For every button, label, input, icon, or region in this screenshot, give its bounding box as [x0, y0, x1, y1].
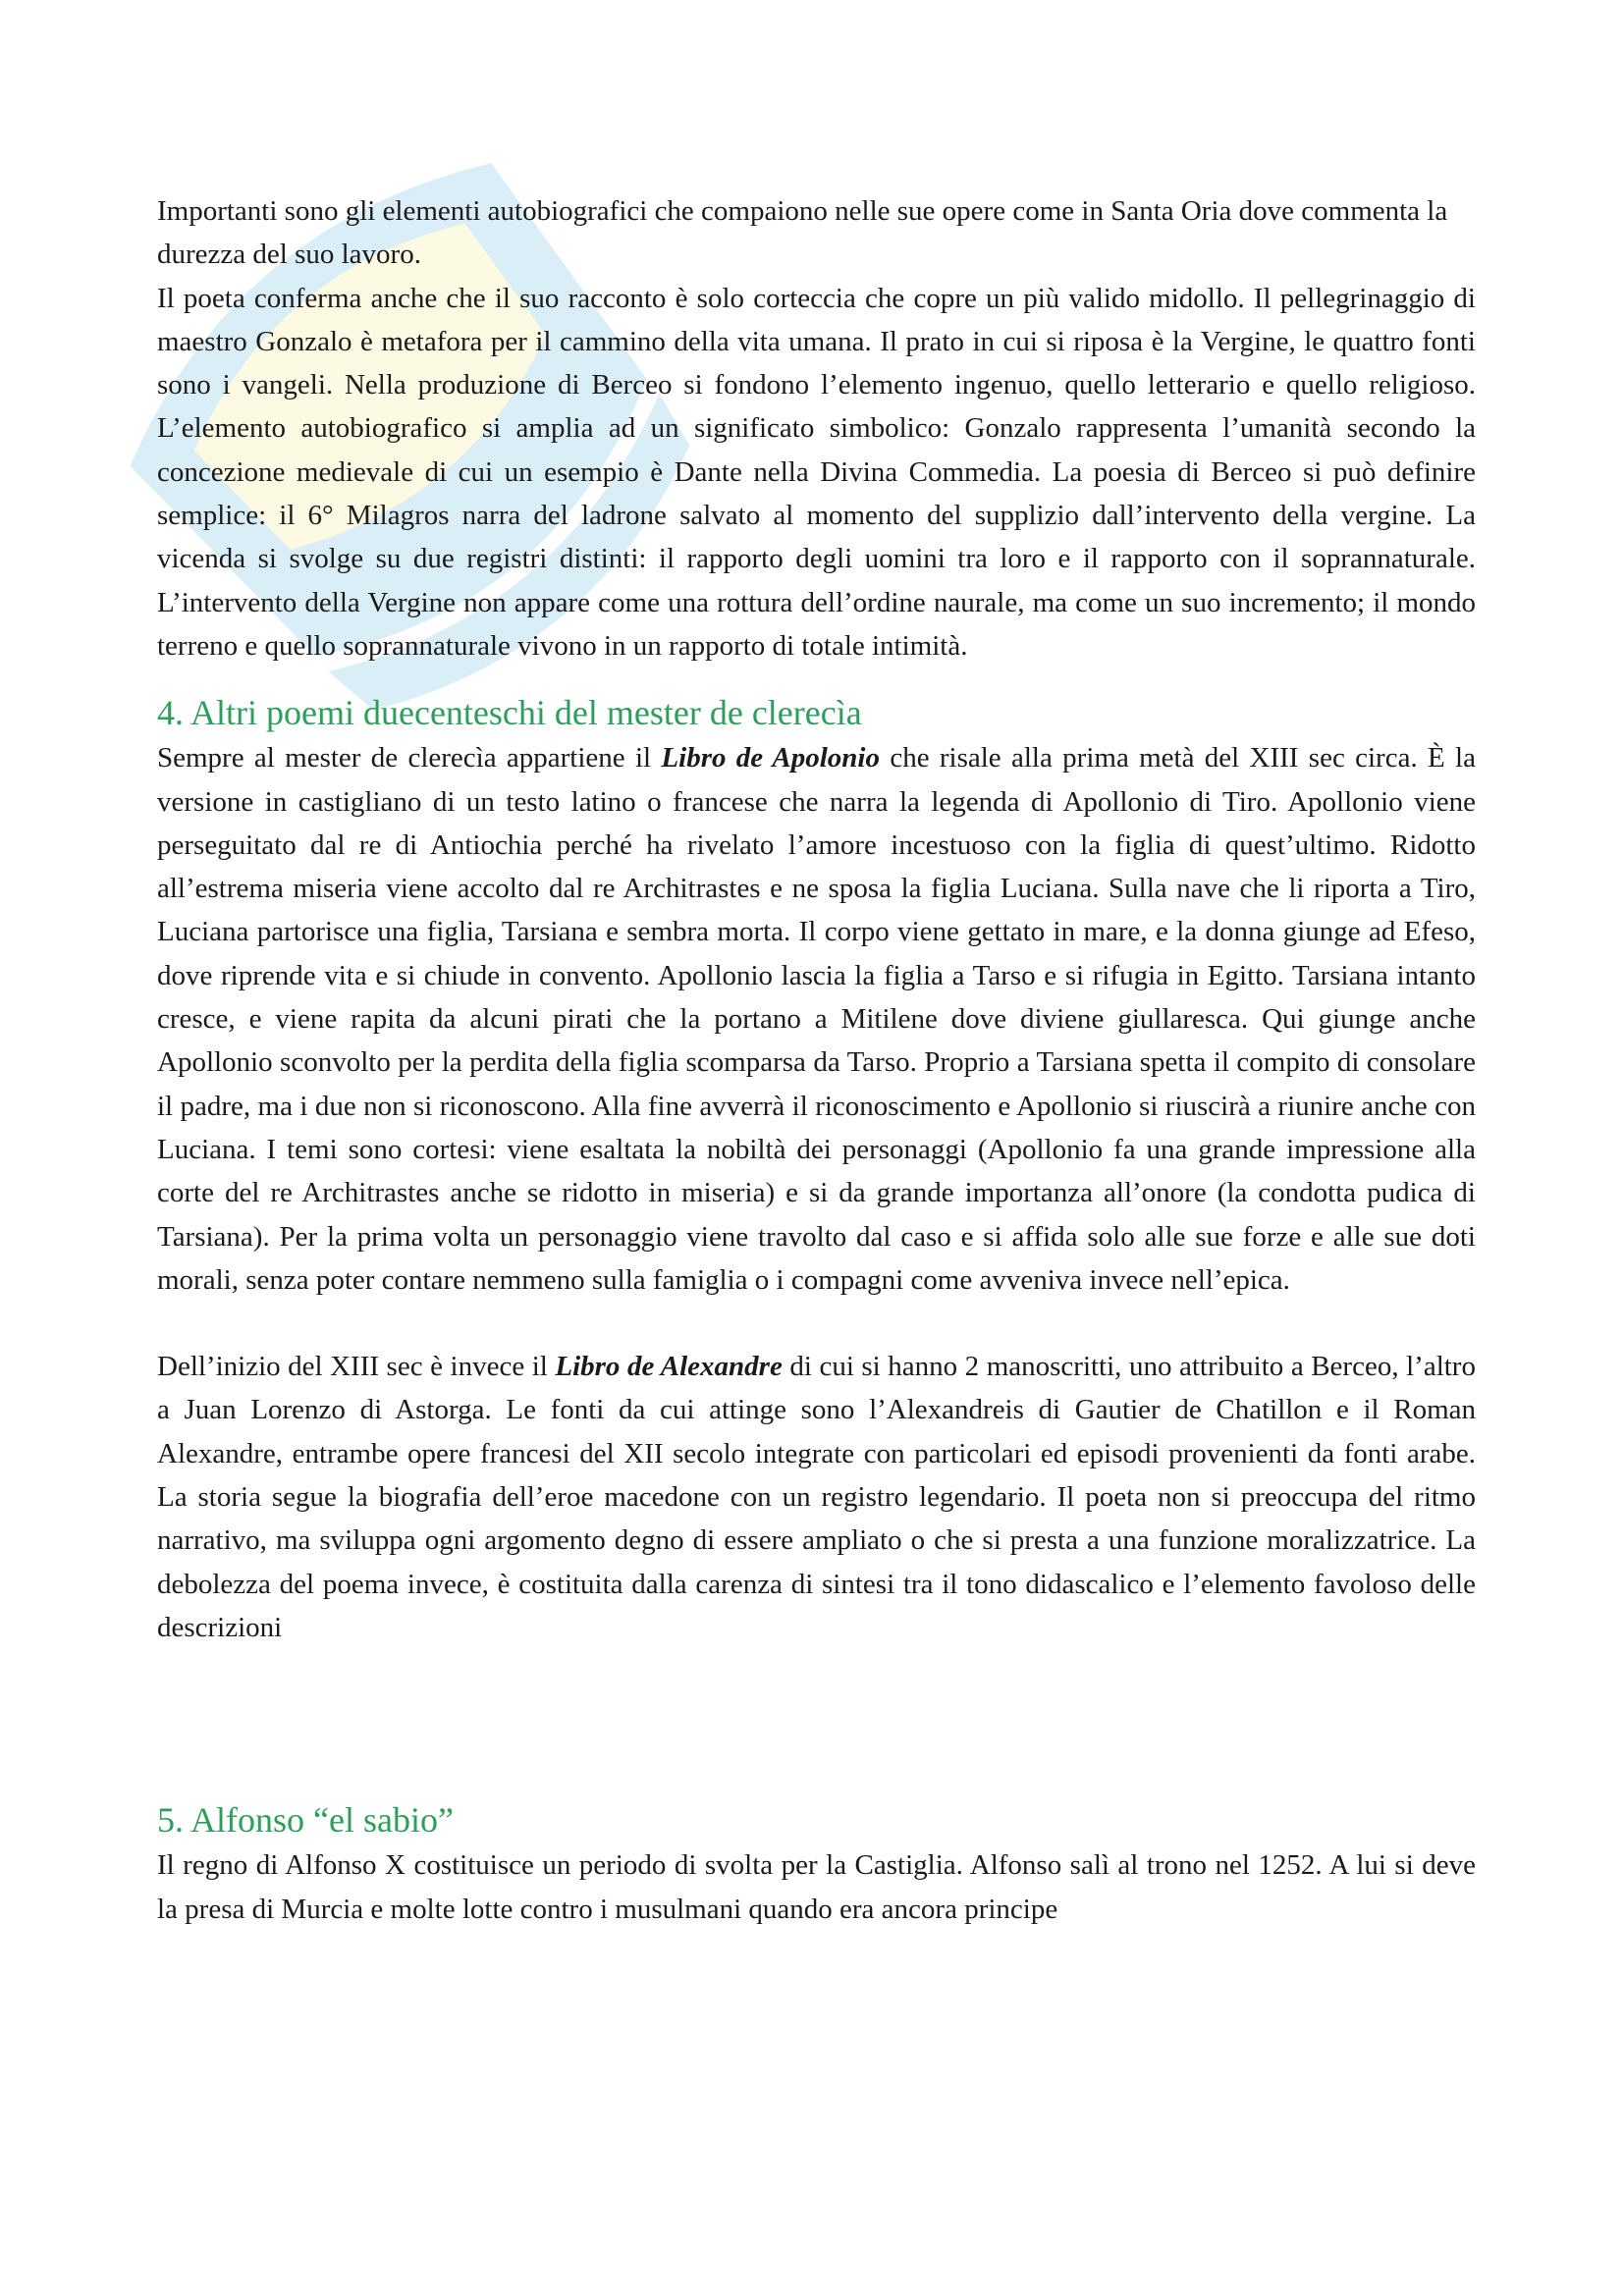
section-heading-4: 4. Altri poemi duecenteschi del mester de clerecìa	[157, 693, 862, 733]
book-title-alexandre: Libro de Alexandre	[555, 1351, 783, 1383]
text-segment: di cui si hanno 2 manoscritti, uno attribuito a Berceo, l’altro a Juan Lorenzo di Astorga. Le fonti da cui attinge sono l’Alexandreis di Gautier de Chatillon e il Roman Alexandre, entrambe opere francesi del XII secolo integrate con particolari ed episodi provenienti da fonti arabe. La storia segue la biografia dell’eroe macedone con un registro legendario. Il poeta non si preoccupa del ritmo narrativo, ma sviluppa ogni argomento degno di essere ampliato o che si presta a una funzione moralizzatrice. La debolezza del poema invece, è costituita dalla carenza di sintesi tra il tono didascalico e l’elemento favoloso delle descrizioni	[157, 1351, 1476, 1643]
text-segment: Sempre al mester de clerecìa appartiene il	[157, 742, 662, 774]
paragraph-libro-de-alexandre	[157, 1345, 1476, 1649]
text-segment: che risale alla prima metà del XIII sec circa. È la versione in castigliano di un testo latino o francese che narra la legenda di Apollonio di Tiro. Apollonio viene perseguitato dal re di Antiochia perché ha rivelato l’amore incestuoso con la figlia di quest’ultimo. Ridotto all’estrema miseria viene accolto dal re Architrastes e ne sposa la figlia Luciana. Sulla nave che li riporta a Tiro, Luciana partorisce una figlia, Tarsiana e sembra morta. Il corpo viene gettato in mare, e la donna giunge ad Efeso, dove riprende vita e si chiude in convento. Apollonio lascia la figlia a Tarso e si rifugia in Egitto. Tarsiana intanto cresce, e viene rapita da alcuni pirati che la portano a Mitilene dove diviene giullaresca. Qui giunge anche Apollonio sconvolto per la perdita della figlia scomparsa da Tarso. Proprio a Tarsiana spetta il compito di consolare il padre, ma i due non si riconoscono. Alla fine avverrà il riconoscimento e Apollonio si riuscirà a riunire anche con Luciana. I temi sono cortesi: viene esaltata la nobiltà dei personaggi (Apollonio fa una grande impressione alla corte del re Architrastes anche se ridotto in miseria) e si da grande importanza all’onore (la condotta pudica di Tarsiana). Per la prima volta un personaggio viene travolto dal caso e si affida solo alle sue forze e alle sue doti morali, senza poter contare nemmeno sulla famiglia o i compagni come avveniva invece nell’epica.	[157, 742, 1476, 1296]
document-page	[157, 189, 1476, 1931]
section-heading-5: 5. Alfonso “el sabio”	[157, 1800, 454, 1841]
text-segment: Dell’inizio del XIII sec è invece il	[157, 1351, 556, 1383]
book-title-apolonio: Libro de Apolonio	[661, 742, 880, 774]
paragraph-libro-de-apolonio	[157, 736, 1476, 1302]
paragraph-autobiographical: Importanti sono gli elementi autobiografici che compaiono nelle sue opere come in Santa Oria dove commenta la durezza del suo lavoro.	[157, 195, 1448, 271]
paragraph-berceo-symbolism: Il poeta conferma anche che il suo racconto è solo corteccia che copre un più valido midollo. Il pellegrinaggio di maestro Gonzalo è metafora per il cammino della vita umana. Il prato in cui si riposa è la Vergine, le quattro fonti sono i vangeli. Nella produzione di Berceo si fondono l’elemento ingenuo, quello letterario e quello religioso. L’elemento autobiografico si amplia ad un significato simbolico: Gonzalo rappresenta l’umanità secondo la concezione medievale di cui un esempio è Dante nella Divina Commedia. La poesia di Berceo si può definire semplice: il 6° Milagros narra del ladrone salvato al momento del supplizio dall’intervento della vergine. La vicenda si svolge su due registri distinti: il rapporto degli uomini tra loro e il rapporto con il soprannaturale. L’intervento della Vergine non appare come una rottura dell’ordine naurale, ma come un suo incremento; il mondo terreno e quello soprannaturale vivono in un rapporto di totale intimità.	[157, 282, 1476, 662]
paragraph-alfonso-x: Il regno di Alfonso X costituisce un periodo di svolta per la Castiglia. Alfonso salì al trono nel 1252. A lui si deve la presa di Murcia e molte lotte contro i musulmani quando era ancora principe	[157, 1849, 1476, 1925]
